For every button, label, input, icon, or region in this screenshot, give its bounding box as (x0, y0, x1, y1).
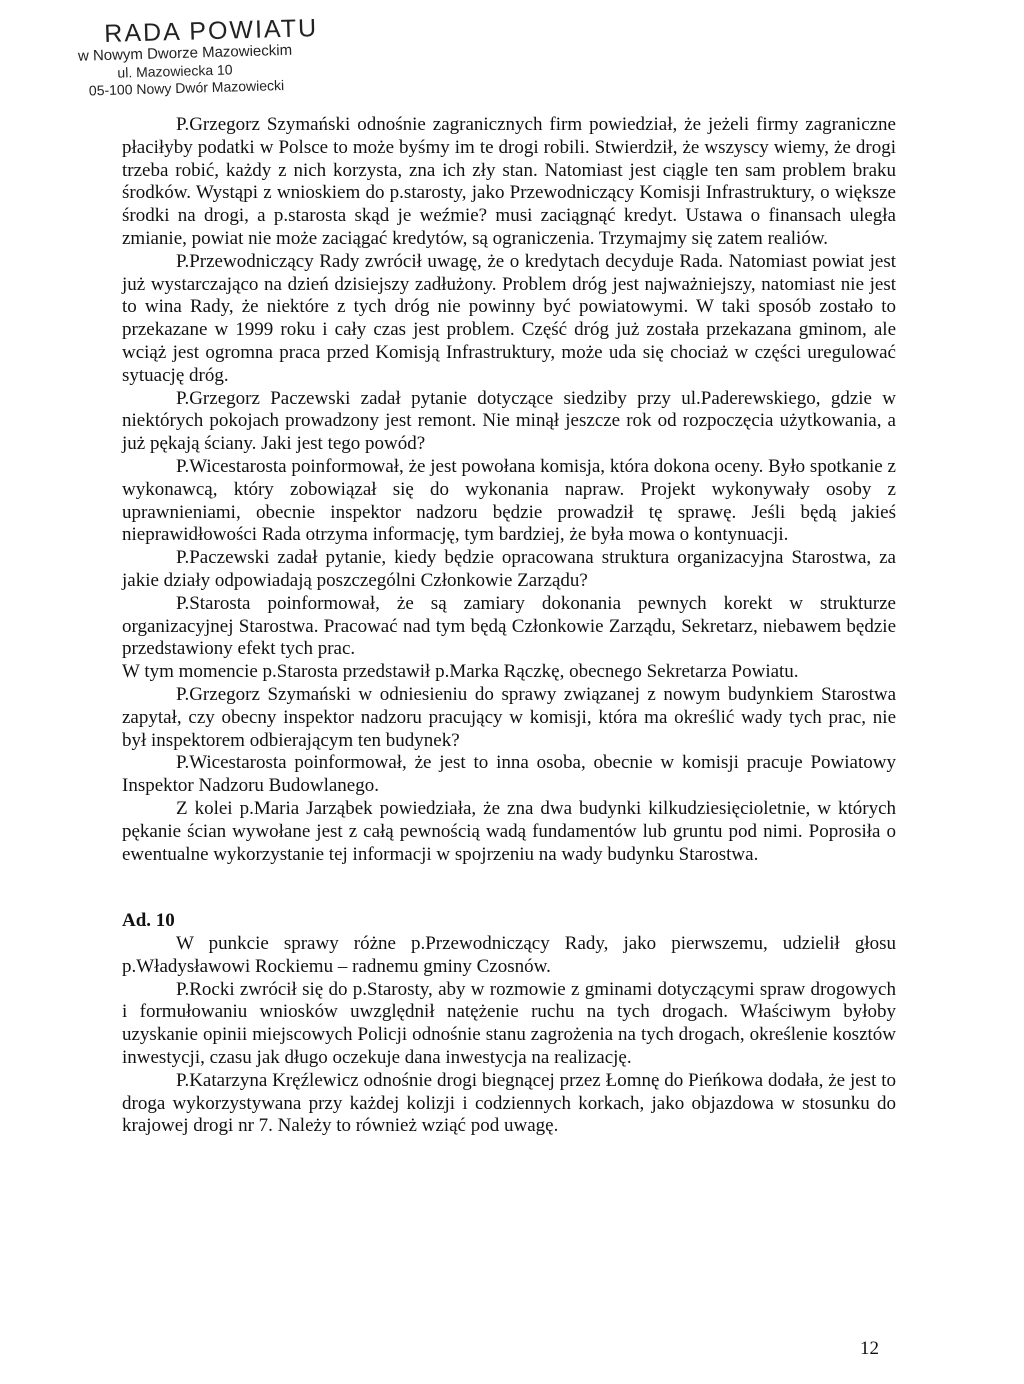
paragraph: W tym momencie p.Starosta przedstawił p.Marka Rączkę, obecnego Sekretarza Powiatu. (122, 661, 799, 683)
paragraph: P.Paczewski zadał pytanie, kiedy będzie opracowana struktura organizacyjna Starostwa, za jakie działy odpowiadają poszczególni Członkowie Zarządu? (122, 547, 896, 591)
paragraph: P.Wicestarosta poinformował, że jest to inna osoba, obecnie w komisji pracuje Powiatowy Inspektor Nadzoru Budowlanego. (122, 752, 896, 797)
section-heading: Ad. 10 (122, 910, 175, 932)
council-stamp (77, 14, 347, 122)
paragraph: W punkcie sprawy różne p.Przewodniczący Rady, jako pierwszemu, udzielił głosu p.Władysławowi Rockiemu – radnemu gminy Czosnów. (122, 933, 896, 977)
document-body (122, 114, 896, 1138)
paragraph: P.Przewodniczący Rady zwrócił uwagę, że o kredytach decyduje Rada. Natomiast powiat jest już wystarczająco na dzień dzisiejszy zadłużony. Problem dróg jest najważniejszy, natomiast nie jest to wina Rady, że niektóre z tych dróg nie powinny być powiatowymi. W taki sposób zostało to przekazane w 1999 roku i cały czas jest problem. Część dróg już została przekazana gminom, ale wciąż jest ogromna praca przed Komisją Infrastruktury, może uda się chociaż w części uregulować sytuację dróg. (122, 250, 896, 386)
page-number: 12 (860, 1338, 879, 1359)
stamp-location: w Nowym Dworze Mazowieckim (77, 41, 293, 65)
paragraph: P.Wicestarosta poinformował, że jest powołana komisja, która dokona oceny. Było spotkanie z wykonawcą, który zobowiązał się do wykonania napraw. Projekt wykonywały osoby z uprawnieniami, obecnie inspektor nadzoru będzie prowadził tę sprawę. Jeśli będą jakieś nieprawidłowości Rada otrzyma informację, tym bardziej, że była mowa o kontynuacji. (122, 455, 896, 546)
paragraph: Z kolei p.Maria Jarząbek powiedziała, że zna dwa budynki kilkudziesięcioletnie, w których pękanie ścian wywołane jest z całą pewnością wadą fundamentów lub gruntu pod nimi. Poprosiła o ewentualne wykorzystanie tej informacji w spojrzeniu na wady budynku Starostwa. (122, 797, 896, 865)
paragraph: P.Grzegorz Paczewski zadał pytanie dotyczące siedziby przy ul.Paderewskiego, gdzie w niektórych pokojach prowadzony jest remont. Nie minął jeszcze rok od rozpoczęcia użytkowania, a już pękają ściany. Jaki jest tego powód? (122, 387, 896, 455)
stamp-postal: 05-100 Nowy Dwór Mazowiecki (88, 76, 285, 99)
paragraph: P.Grzegorz Szymański w odniesieniu do sprawy związanej z nowym budynkiem Starostwa zapytał, czy obecny inspektor nadzoru pracujący w komisji, która ma określić wady tych prac, nie był inspektorem odbierającym ten budynek? (122, 683, 896, 751)
stamp-street: ul. Mazowiecka 10 (117, 61, 233, 81)
stamp-title: RADA POWIATU (103, 14, 319, 48)
paragraph: P.Grzegorz Szymański odnośnie zagranicznych firm powiedział, że jeżeli firmy zagraniczne płaciłyby podatki w Polsce to może byśmy im te drogi robili. Stwierdził, że wszyscy wiemy, że drogi trzeba robić, każdy z nich korzysta, zna ich zły stan. Natomiast jest ciągle ten sam problem braku środków. Wystąpi z wnioskiem do p.starosty, jako Przewodniczący Komisji Infrastruktury, o większe środki na drogi, a p.starosta skąd je weźmie? musi zaciągnąć kredyt. Ustawa o finansach uległa zmianie, powiat nie może zaciągać kredytów, są ograniczenia. Trzymajmy się zatem realiów. (122, 114, 896, 249)
paragraph: P.Rocki zwrócił się do p.Starosty, aby w rozmowie z gminami dotyczącymi spraw drogowych i formułowaniu wniosków uwzględnił natężenie ruchu na tych drogach. Właściwym byłoby uzyskanie opinii miejscowych Policji odnośnie stanu zagrożenia na tych drogach, określenie kosztów inwestycji, czasu jak długo oczekuje dana inwestycja na realizację. (122, 978, 896, 1069)
paragraph: P.Starosta poinformował, że są zamiary dokonania pewnych korekt w strukturze organizacyjnej Starostwa. Pracować nad tym będą Członkowie Zarządu, Sekretarz, niebawem będzie przedstawiony efekt tych prac. (122, 592, 896, 660)
paragraph: P.Katarzyna Kręźlewicz odnośnie drogi biegnącej przez Łomnę do Pieńkowa dodała, że jest to droga wykorzystywana przy każdej kolizji i codziennych korkach, jako objazdowa w stosunku do krajowej drogi nr 7. Należy to również wziąć pod uwagę. (122, 1069, 896, 1137)
